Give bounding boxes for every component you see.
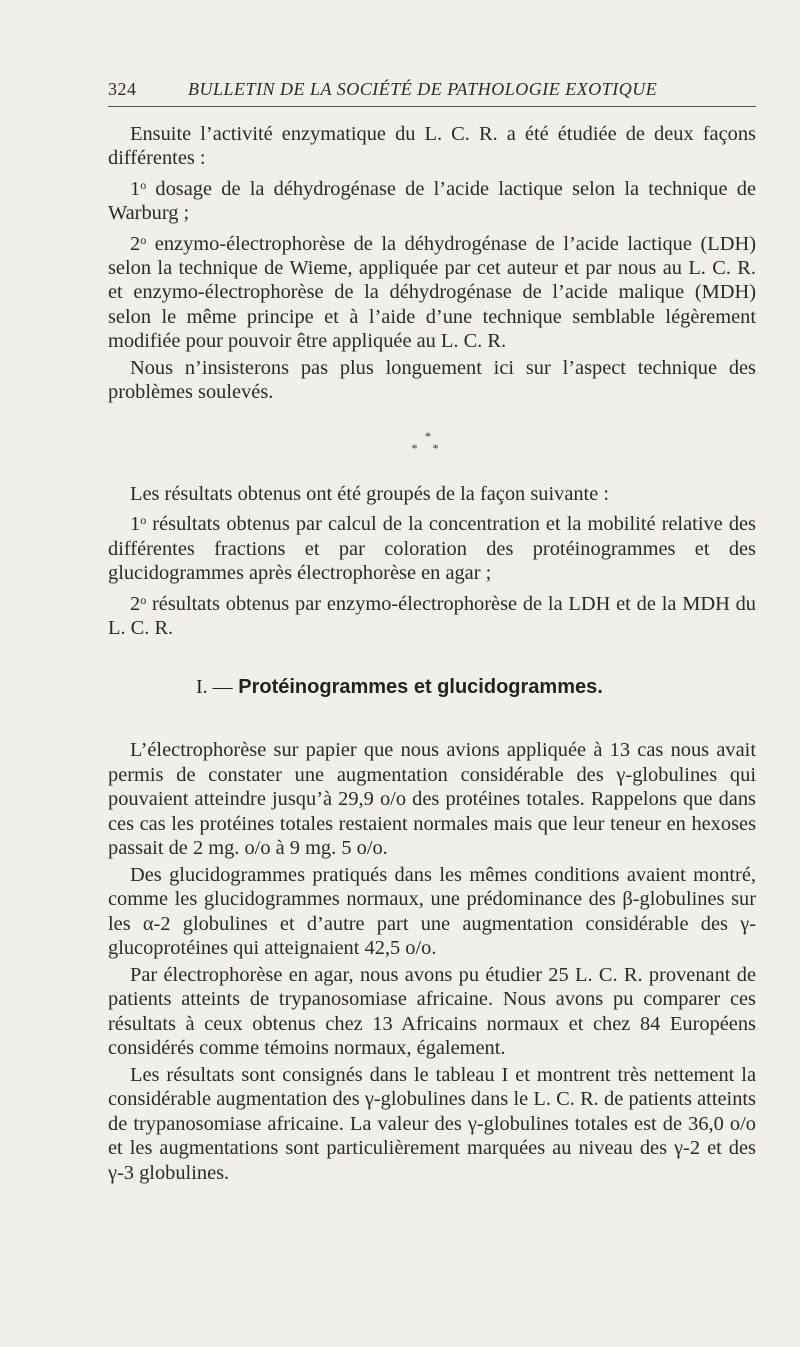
item-text: résultats obtenus par calcul de la concentration et la mobilité relative des différentes fractions et par coloration des protéinogrammes et des glucidogrammes après électrophorèse en agar ; — [108, 513, 756, 585]
separator-stars: * * — [411, 441, 445, 455]
paragraph: Nous n’insisterons pas plus longuement ici sur l’aspect technique des problèmes soulevés. — [108, 356, 756, 404]
paragraph: Des glucidogrammes pratiqués dans les mêmes conditions avaient montré, comme les glucidogrammes normaux, une prédominance des β-globulines sur les α-2 globulines et d’autre part une augmentation considérable des γ-glucoprotéines qui atteignaient 42,5 o/o. — [108, 863, 756, 959]
paragraph: Les résultats sont consignés dans le tableau I et montrent très nettement la considérable augmentation des γ-globulines dans le L. C. R. de patients atteints de trypanosomiase africaine. La valeur des γ-globulines totales est de 36,0 o/o et les augmentations sont particulièrement marquées au niveau des γ-2 et des γ-3 globulines. — [108, 1063, 756, 1184]
running-title: BULLETIN DE LA SOCIÉTÉ DE PATHOLOGIE EXOTIQUE — [188, 79, 658, 99]
text-block-methods — [108, 122, 756, 406]
ordinal-superscript: o — [140, 592, 147, 607]
paragraph: L’électrophorèse sur papier que nous avions appliquée à 13 cas nous avait permis de constater une augmentation considérable des γ-globulines qui pouvaient atteindre jusqu’à 29,9 o/o des protéines totales. Rappelons que dans ces cas les protéines totales restaient normales mais que leur teneur en hexoses passait de 2 mg. o/o à 9 mg. 5 o/o. — [108, 739, 756, 859]
paragraph: Ensuite l’activité enzymatique du L. C. R. a été étudiée de deux façons différentes : — [108, 123, 756, 170]
text-block-section-one — [108, 738, 756, 1187]
list-item — [108, 508, 756, 585]
list-item — [108, 173, 756, 226]
section-title: Protéinogrammes et glucidogrammes. — [238, 676, 603, 698]
separator-star: * — [425, 429, 431, 443]
list-item — [108, 228, 756, 354]
item-text: enzymo-électrophorèse de la déhydrogénase de l’acide lactique (LDH) selon la technique de Wieme, appliquée par cet auteur et par nous au L. C. R. et enzymo-électrophorèse de la déhydrogénase de l’acide malique (MDH) selon le même principe et à l’aide d’une technique semblable légèrement modifiée pour pouvoir être appliquée au L. C. R. — [108, 232, 756, 353]
section-separator — [408, 430, 448, 460]
section-number: I. — — [196, 676, 233, 698]
item-number: 1 — [130, 177, 141, 200]
ordinal-superscript: o — [140, 513, 147, 528]
paragraph: Les résultats obtenus ont été groupés de la façon suivante : — [130, 483, 610, 505]
ordinal-superscript: o — [140, 232, 147, 247]
section-heading — [196, 674, 716, 700]
page-number: 324 — [108, 79, 137, 99]
item-number: 2 — [130, 592, 141, 615]
header-rule — [108, 106, 756, 107]
item-text: dosage de la déhydrogénase de l’acide lactique selon la technique de Warburg ; — [108, 177, 756, 225]
ordinal-superscript: o — [140, 177, 147, 192]
item-number: 1 — [130, 513, 141, 536]
item-number: 2 — [130, 232, 141, 255]
item-text: résultats obtenus par enzymo-électrophorèse de la LDH et de la MDH du L. C. R. — [108, 592, 756, 640]
list-item — [108, 588, 756, 641]
paragraph: Par électrophorèse en agar, nous avons pu étudier 25 L. C. R. provenant de patients atteints de trypanosomiase africaine. Nous avons pu comparer ces résultats à ceux obtenus chez 13 Africains normaux et chez 84 Européens considérés comme témoins normaux, également. — [108, 963, 756, 1059]
text-block-results — [108, 482, 756, 642]
